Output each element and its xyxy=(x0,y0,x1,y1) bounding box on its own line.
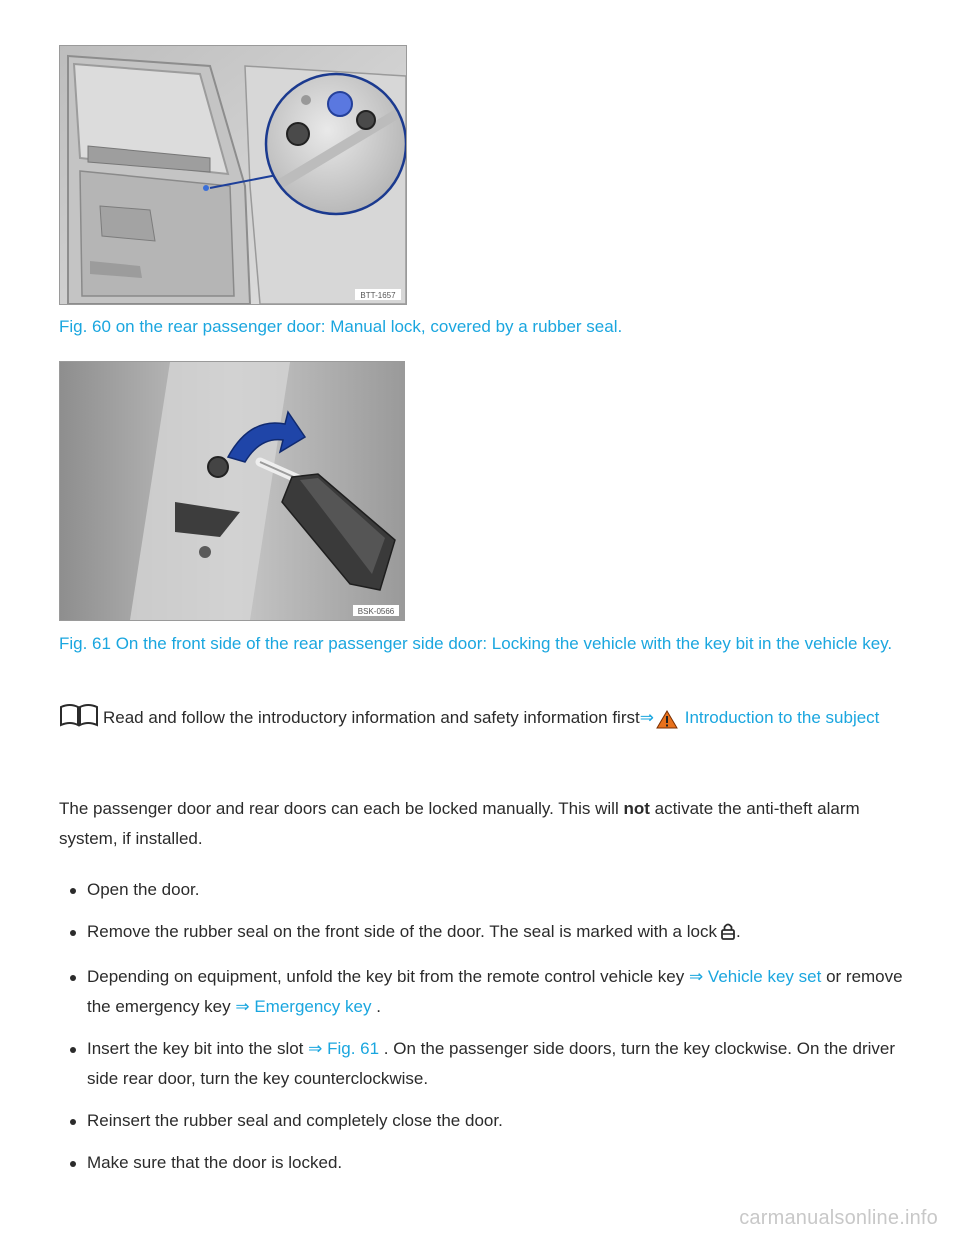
book-icon xyxy=(59,703,99,737)
step-2-suffix: . xyxy=(735,922,741,941)
intro-arrow[interactable]: ⇒ xyxy=(639,708,654,727)
figure-60-caption: Fig. 60 on the rear passenger door: Manual lock, covered by a rubber seal. xyxy=(59,317,623,336)
rear-door-seal-illustration xyxy=(60,46,406,304)
step-3-text-after: . xyxy=(371,997,381,1016)
step-2-text: Remove the rubber seal on the front side of the door. The seal is marked with a lock xyxy=(87,922,717,941)
body-text-after: activate the anti-theft alarm system, if installed. xyxy=(59,799,860,848)
figure-61-caption: Fig. 61 On the front side of the rear passenger side door: Locking the vehicle with the key bit in the vehicle key. xyxy=(59,634,893,653)
step-5-text: Reinsert the rubber seal and completely close the door. xyxy=(87,1111,503,1130)
fig-61-link[interactable]: ⇒ Fig. 61 xyxy=(308,1039,380,1058)
steps-list xyxy=(59,875,919,1190)
intro-paragraph xyxy=(59,703,909,739)
list-item xyxy=(59,1148,919,1178)
key-in-lock-illustration xyxy=(60,362,404,620)
figure-60-code: BTT-1657 xyxy=(360,291,396,300)
watermark: carmanualsonline.info xyxy=(739,1207,938,1229)
body-emphasis: not xyxy=(623,799,650,818)
step-1-text: Open the door. xyxy=(87,880,200,899)
introduction-link[interactable]: Introduction to the subject xyxy=(684,708,880,727)
list-item xyxy=(59,917,919,950)
warning-triangle-icon xyxy=(656,709,678,739)
body-paragraph xyxy=(59,794,909,854)
step-3-text-before: Depending on equipment, unfold the key bit from the remote control vehicle key xyxy=(87,967,689,986)
step-6-text: Make sure that the door is locked. xyxy=(87,1153,343,1172)
body-text-before: The passenger door and rear doors can each be locked manually. This will xyxy=(59,799,624,818)
intro-text: Read and follow the introductory information and safety information first xyxy=(103,708,640,727)
emergency-key-link[interactable]: ⇒ Emergency key xyxy=(235,997,372,1016)
step-4-text-before: Insert the key bit into the slot xyxy=(87,1039,309,1058)
figure-61-code: BSK-0566 xyxy=(357,607,395,616)
list-item xyxy=(59,1034,919,1094)
step-3-text-middle: or remove the emergency key xyxy=(87,967,903,1016)
list-item xyxy=(59,1106,919,1136)
step-4-text-after: . On the passenger side doors, turn the key clockwise. On the driver side rear door, turn the key counterclockwise. xyxy=(87,1039,895,1088)
vehicle-key-set-link[interactable]: ⇒ Vehicle key set xyxy=(688,967,822,986)
figure-61-image xyxy=(59,361,405,621)
lock-icon xyxy=(720,920,736,950)
figure-60-image xyxy=(59,45,407,305)
list-item xyxy=(59,875,919,905)
list-item xyxy=(59,962,919,1022)
